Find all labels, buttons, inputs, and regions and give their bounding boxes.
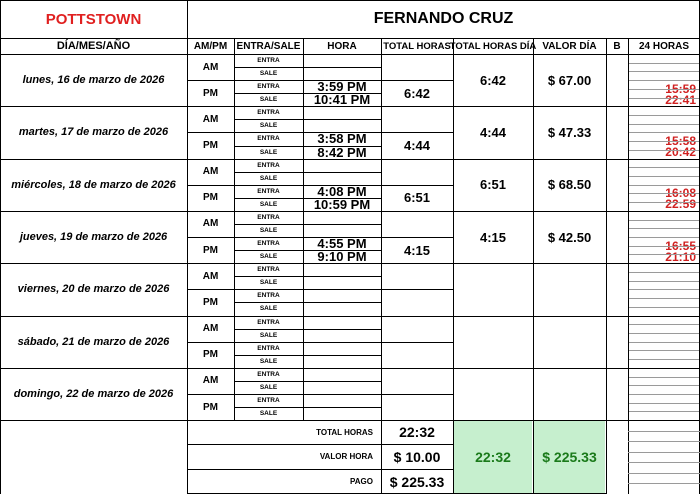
grid-line [381, 185, 453, 186]
exit-24h[interactable] [628, 355, 696, 368]
day-value[interactable] [533, 368, 606, 420]
sale-label: SALE [259, 279, 278, 287]
entra-label: ENTRA [257, 370, 280, 378]
grid-line [628, 452, 700, 453]
day-total-hours[interactable] [453, 263, 533, 315]
grid-line [234, 407, 381, 408]
grid-line [628, 324, 700, 325]
pm-entry-time[interactable]: 3:59 PM [317, 79, 367, 95]
location-title[interactable]: POTTSTOWN [45, 10, 142, 28]
sale-label: SALE [259, 70, 278, 78]
grid-line [628, 281, 700, 282]
entra-label: ENTRA [257, 161, 280, 169]
col-header-entra-sale[interactable]: ENTRA/SALE [236, 40, 301, 52]
pm-label: PM [203, 296, 218, 308]
grid-line [0, 263, 700, 264]
grid-line [628, 38, 629, 420]
grid-line [234, 302, 381, 303]
entra-label: ENTRA [257, 213, 280, 221]
grid-line [381, 342, 453, 343]
entra-label: ENTRA [257, 318, 280, 326]
entra-label: ENTRA [257, 83, 280, 91]
day-total-hours[interactable]: 4:44 [479, 124, 507, 140]
pm-exit-time[interactable]: 10:41 PM [313, 92, 371, 108]
grid-line [187, 342, 381, 343]
col-header-hora[interactable]: HORA [327, 40, 357, 52]
grid-line [381, 420, 382, 494]
entra-label: ENTRA [257, 187, 280, 195]
exit-24h[interactable]: 20:42 [665, 145, 696, 160]
grid-line [234, 67, 381, 68]
pm-label: PM [203, 140, 218, 151]
pm-label: PM [203, 87, 218, 99]
grid-line [628, 462, 700, 463]
col-header-valor-dia[interactable]: VALOR DÍA [542, 40, 597, 52]
pm-entry-time[interactable]: 4:08 PM [317, 183, 367, 199]
pm-label: PM [203, 192, 218, 204]
sale-label: SALE [259, 227, 278, 234]
day-total-hours[interactable]: 4:15 [479, 229, 507, 245]
grid-line [606, 38, 607, 420]
day-value[interactable]: $ 67.00 [547, 72, 592, 88]
am-label: AM [202, 61, 219, 73]
grid-line [533, 38, 534, 420]
pm-exit-time[interactable]: 9:10 PM [317, 249, 367, 265]
grid-line [628, 80, 700, 81]
pm-label: PM [203, 244, 218, 256]
grid-line [187, 394, 381, 395]
grid-line [628, 63, 700, 64]
col-header-total-horas[interactable]: TOTAL HORAS [383, 40, 451, 52]
grid-line [628, 98, 700, 99]
exit-24h[interactable] [628, 302, 696, 315]
am-label: AM [202, 270, 219, 282]
summary-valor-hora-value[interactable]: $ 10.00 [393, 448, 441, 465]
entra-label: ENTRA [257, 396, 280, 404]
grid-line [628, 202, 700, 203]
pm-total-hours[interactable]: 4:44 [403, 138, 431, 153]
grid-line [628, 141, 700, 142]
grid-line [628, 167, 700, 168]
grid-line [0, 0, 700, 1]
exit-24h[interactable] [628, 407, 696, 420]
grid-line [628, 298, 700, 299]
grid-line [628, 185, 700, 186]
exit-24h[interactable]: 21:10 [665, 249, 696, 264]
day-date[interactable]: lunes, 16 de marzo de 2026 [22, 74, 165, 87]
summary-total-horas-value[interactable]: 22:32 [399, 424, 435, 440]
day-date[interactable]: domingo, 22 de marzo de 2026 [13, 387, 174, 400]
grid-line [628, 89, 700, 90]
pm-total-hours[interactable]: 6:42 [403, 85, 431, 101]
grid-line [381, 132, 453, 133]
grid-line [234, 329, 381, 330]
grid-line [234, 224, 381, 225]
grand-value-amount: $ 225.33 [542, 449, 597, 465]
pm-exit-time[interactable] [303, 407, 381, 420]
summary-pago-value[interactable]: $ 225.33 [389, 473, 445, 490]
grid-line [187, 0, 188, 494]
grid-line [234, 38, 235, 420]
grid-line [381, 80, 453, 81]
grid-line [628, 237, 700, 238]
entry-24h[interactable]: 16:08 [665, 186, 696, 201]
grid-line [628, 411, 700, 412]
grid-line [628, 272, 700, 273]
pm-exit-time[interactable]: 10:59 PM [313, 196, 371, 212]
grid-line [0, 54, 700, 55]
grid-line [234, 276, 381, 277]
grid-line [628, 246, 700, 247]
pm-entry-time[interactable] [303, 342, 381, 355]
grid-line [0, 159, 700, 160]
grid-line [628, 71, 700, 72]
grid-line [381, 394, 453, 395]
am-label: AM [202, 323, 219, 335]
grand-hours-value: 22:32 [475, 449, 511, 465]
day-date[interactable]: sábado, 21 de marzo de 2026 [17, 335, 170, 348]
day-date[interactable]: jueves, 19 de marzo de 2026 [19, 231, 168, 244]
am-label: AM [202, 166, 219, 178]
day-value[interactable]: $ 42.50 [547, 229, 592, 245]
col-header-24-horas[interactable]: 24 HORAS [638, 40, 689, 52]
grid-line [381, 38, 382, 420]
grid-line [628, 132, 700, 133]
grid-line [628, 394, 700, 395]
pm-exit-time[interactable]: 8:42 PM [317, 144, 367, 160]
grid-line [628, 342, 700, 343]
grid-line [234, 93, 381, 94]
exit-24h[interactable]: 22:41 [665, 92, 696, 107]
grid-line [628, 350, 700, 351]
pm-entry-time[interactable]: 4:55 PM [317, 236, 367, 252]
day-value[interactable] [533, 316, 606, 368]
sale-label: SALE [259, 357, 278, 365]
am-label: AM [202, 375, 219, 387]
day-total-hours[interactable] [453, 368, 533, 420]
day-date[interactable]: martes, 17 de marzo de 2026 [18, 126, 169, 139]
grid-line [187, 289, 381, 290]
entra-label: ENTRA [257, 57, 280, 65]
pm-total-hours[interactable]: 4:15 [403, 242, 431, 258]
entra-label: ENTRA [257, 292, 280, 300]
sale-label: SALE [259, 122, 278, 130]
grid-line [628, 385, 700, 386]
sale-label: SALE [259, 331, 278, 339]
grid-line [628, 377, 700, 378]
grid-line [187, 444, 453, 445]
grid-line [628, 176, 700, 177]
grand-value-cell[interactable] [534, 420, 605, 494]
day-value[interactable]: $ 47.33 [547, 124, 592, 140]
grid-line [234, 146, 381, 147]
grid-line [234, 198, 381, 199]
day-date[interactable]: miércoles, 18 de marzo de 2026 [11, 178, 176, 191]
summary-pago-label: PAGO [350, 477, 373, 486]
grid-line [0, 106, 700, 107]
entra-label: ENTRA [257, 266, 280, 274]
col-header-b[interactable]: B [613, 40, 621, 52]
grid-line [187, 132, 381, 133]
grid-line [303, 38, 304, 420]
grid-line [234, 119, 381, 120]
pm-total-hours[interactable] [381, 342, 453, 368]
grid-line [628, 403, 700, 404]
col-header-total-horas-dia[interactable]: TOTAL HORAS DÍA [449, 40, 537, 52]
grid-line [0, 0, 1, 494]
grid-line [453, 420, 454, 494]
grid-line [234, 172, 381, 173]
grid-line [187, 469, 453, 470]
pm-exit-time[interactable] [303, 355, 381, 368]
pm-entry-time[interactable] [303, 394, 381, 407]
grid-line [234, 355, 381, 356]
entra-label: ENTRA [257, 109, 280, 117]
day-total-hours[interactable] [453, 316, 533, 368]
grid-line [187, 185, 381, 186]
grid-line [628, 307, 700, 308]
grid-line [628, 473, 700, 474]
day-value[interactable] [533, 263, 606, 315]
pm-entry-time[interactable]: 3:58 PM [317, 131, 367, 147]
sale-label: SALE [259, 305, 278, 313]
entry-24h[interactable]: 16:55 [665, 238, 696, 253]
grid-line [628, 483, 700, 484]
grid-line [628, 441, 700, 442]
grid-line [234, 250, 381, 251]
grand-hours-cell[interactable] [454, 420, 532, 494]
sale-label: SALE [259, 148, 278, 156]
grid-line [628, 115, 700, 116]
grid-line [381, 289, 453, 290]
pm-entry-time[interactable] [303, 289, 381, 302]
employee-name[interactable]: FERNANDO CRUZ [373, 10, 514, 27]
exit-24h[interactable]: 22:59 [665, 197, 696, 212]
grid-line [628, 359, 700, 360]
summary-total-horas-label: TOTAL HORAS [316, 427, 373, 437]
pm-label: PM [203, 401, 218, 413]
grid-line [187, 80, 381, 81]
sale-label: SALE [259, 383, 278, 391]
grid-line [234, 381, 381, 382]
grid-line [628, 220, 700, 221]
day-value[interactable]: $ 68.50 [547, 177, 592, 193]
entry-24h[interactable]: 15:58 [665, 133, 696, 148]
entra-label: ENTRA [257, 240, 280, 248]
day-total-hours[interactable]: 6:42 [479, 72, 507, 88]
entra-label: ENTRA [257, 344, 280, 352]
am-label: AM [202, 113, 219, 125]
sale-label: SALE [259, 174, 278, 182]
sale-label: SALE [259, 253, 278, 261]
grid-line [381, 237, 453, 238]
grid-line [0, 368, 700, 369]
grid-line [628, 333, 700, 334]
grid-line [0, 420, 700, 421]
pm-total-hours[interactable]: 6:51 [403, 190, 431, 206]
grid-line [187, 237, 381, 238]
entra-label: ENTRA [257, 135, 280, 143]
grid-line [628, 254, 700, 255]
grid-line [628, 150, 700, 151]
grid-line [453, 38, 454, 420]
sale-label: SALE [259, 410, 278, 418]
grid-line [0, 38, 700, 39]
grid-line [533, 420, 534, 494]
grid-line [628, 193, 700, 194]
pm-total-hours[interactable] [381, 394, 453, 420]
day-date[interactable]: viernes, 20 de marzo de 2026 [17, 283, 170, 296]
entry-24h[interactable]: 15:59 [665, 81, 696, 96]
sale-label: SALE [259, 96, 278, 104]
day-total-hours[interactable]: 6:51 [479, 177, 507, 193]
summary-valor-hora-label: VALOR HORA [319, 452, 373, 461]
col-header-date[interactable]: DÍA/MES/AÑO [56, 40, 131, 52]
grid-line [628, 289, 700, 290]
grid-line [0, 211, 700, 212]
pm-total-hours[interactable] [381, 289, 453, 315]
pm-label: PM [203, 349, 218, 361]
grid-line [628, 431, 700, 432]
grid-line [606, 420, 607, 494]
grid-line [628, 124, 700, 125]
am-label: AM [202, 218, 219, 230]
grid-line [0, 316, 700, 317]
grid-line [628, 228, 700, 229]
pm-exit-time[interactable] [303, 302, 381, 315]
col-header-ampm[interactable]: AM/PM [193, 40, 228, 52]
sale-label: SALE [259, 200, 278, 208]
